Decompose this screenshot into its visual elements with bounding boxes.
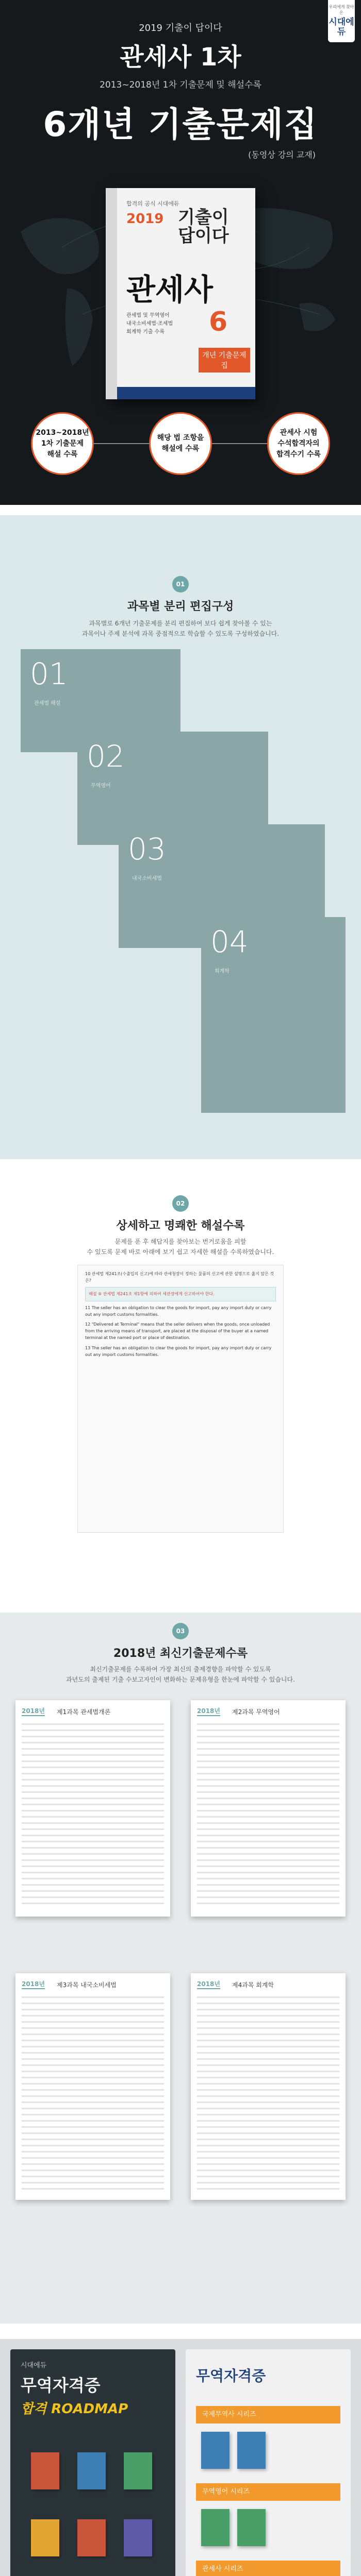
feature-circle (267, 412, 330, 475)
book-thumbnail (31, 2452, 59, 2489)
roadmap-brand: 시대에듀 (21, 2362, 47, 2369)
series-label: 국제무역사 시리즈 (196, 2406, 340, 2424)
description-line: 문제를 푼 후 해답지를 찾아보는 번거로움을 피할 (114, 1238, 247, 1245)
book-big-title: 기출이 답이다 (178, 207, 229, 246)
feature-circle (31, 412, 94, 475)
series-label: 관세사 시리즈 (196, 2561, 340, 2576)
section-number-badge: 02 (172, 1195, 189, 1212)
feature-circle (149, 412, 212, 475)
book-main-title: 관세사 (126, 272, 214, 307)
book-thumbnail (201, 2432, 229, 2469)
description-line: 과년도의 출제된 기출 수보고자인이 변화하는 문제유형을 한눈에 파악할 수 있습니다. (66, 1676, 295, 1684)
exam-page (191, 1973, 346, 2200)
trade-cert-title: 무역자격증 (196, 2367, 266, 2384)
book-thumbnail (77, 2519, 106, 2556)
feature-text: 해당 법 조항을 해설에 수록 (157, 434, 204, 453)
section-title: 과목별 분리 편집구성 (127, 600, 234, 613)
section-detailed-explanations (0, 1185, 361, 1597)
exam-page (191, 1700, 346, 1917)
sample-question: 13 The seller has an obligation to clear the goods for import, pay any import duty or carry out any import customs formalities. (85, 1345, 272, 1357)
description-line: 과목이나 주제 분석에 과목 중점적으로 학습할 수 있도록 구성하였습니다. (81, 630, 280, 638)
roadmap-title: 무역자격증 (21, 2376, 101, 2395)
book-list-item: 내국소비세법·조세법 (126, 321, 173, 327)
book-year: 2019 (126, 211, 164, 227)
page-title: 제1과목 관세법개론 (57, 1708, 111, 1716)
page-text-lines (197, 1996, 339, 2194)
book-thumbnail (124, 2519, 152, 2556)
panel-label: 무역영어 (91, 783, 111, 789)
badge-brand: 시대에듀 (329, 17, 354, 37)
feature-circles (0, 412, 361, 489)
section-title: 상세하고 명쾌한 해설수록 (116, 1219, 245, 1232)
feature-text: 관세사 시험 수석합격자의 합격수기 수록 (276, 428, 321, 459)
hero-title: 관세사 1차 (120, 43, 241, 72)
panel-number: 02 (87, 739, 125, 774)
section-title: 2018년 최신기출문제수록 (113, 1647, 248, 1660)
feature-text: 2013~2018년 1차 기출문제 해설 수록 (36, 428, 89, 459)
sample-question: 11 The seller has an obligation to clear the goods for import, pay any import duty or carry out any import customs formalities. (85, 1305, 272, 1317)
hero-subtitle: 2013~2018년 1차 기출문제 및 해설수록 (100, 80, 261, 90)
promo-section (0, 2339, 361, 2576)
section-description (0, 618, 361, 639)
book-thumbnail (237, 2432, 266, 2469)
exam-page (15, 1973, 170, 2200)
book-top-text: 합격의 공식 시대에듀 (126, 200, 179, 207)
panel-number: 01 (30, 656, 68, 691)
book-thumbnail (237, 2509, 266, 2546)
page-text-lines (197, 1723, 339, 1909)
book-thumbnail (77, 2452, 106, 2489)
book-list-item: 관세법 및 무역영어 (126, 313, 170, 318)
section-description (0, 1664, 361, 1685)
trade-cert-card[interactable] (186, 2349, 351, 2576)
description-line: 과목별로 6개년 기출문제를 분리 편집하여 보다 쉽게 찾아볼 수 있는 (89, 620, 272, 627)
panel-label: 회계학 (215, 969, 229, 974)
panel-label: 관세법 해설 (34, 701, 61, 706)
panel-label: 내국소비세법 (132, 876, 162, 882)
book-spine (106, 188, 117, 399)
subject-panel (201, 917, 346, 1113)
hero-note: (동영상 강의 교재) (248, 150, 316, 160)
hero-banner (0, 0, 361, 505)
page-text-lines (22, 1723, 164, 1909)
description-line: 수 있도록 문제 바로 아래에 보기 쉽고 자세한 해설을 수록하였습니다. (87, 1248, 274, 1256)
page-title: 제3과목 내국소비세법 (57, 1981, 117, 1989)
series-label: 무역영어 시리즈 (196, 2483, 340, 2501)
page-tag: 2018년 (197, 1979, 220, 1989)
book-cover (106, 188, 255, 399)
answer-box (85, 1287, 276, 1301)
description-line: 최신기출문제를 수록하여 가장 최신의 출제경향을 파악할 수 있도록 (90, 1666, 271, 1673)
page-text-lines (22, 1996, 164, 2194)
roadmap-sub: 합격 ROADMAP (21, 2401, 128, 2417)
sample-page (77, 1265, 284, 1533)
book-thumbnail (124, 2452, 152, 2489)
section-subject-layout (0, 515, 361, 1159)
hero-series-line: 2019 기출이 답이다 (139, 23, 222, 33)
page-tag: 2018년 (22, 1979, 45, 1989)
sample-question: 10 관세법 제241조(수출입의 신고)에 따라 관세청장이 정하는 물품의 신고에 관한 설명으로 옳지 않은 것은? (85, 1272, 274, 1283)
book-list-item: 회계학 기출 수록 (126, 329, 165, 335)
exam-page (15, 1700, 170, 1917)
book-thumbnail (31, 2519, 59, 2556)
page-tag: 2018년 (197, 1706, 220, 1716)
answer-text: 해설 ⑤ 관세법 제241조 제1항에 의하여 세관장에게 신고하여야 한다. (89, 1292, 215, 1297)
section-description (0, 1236, 361, 1258)
hero-title-secondary: 6개년 기출문제집 (43, 105, 318, 144)
book-bottom-bar (117, 387, 255, 399)
book-six-sub: 개년 기출문제집 (199, 348, 250, 372)
panel-number: 04 (210, 924, 249, 959)
roadmap-card[interactable] (10, 2349, 175, 2576)
badge-caption: 우리에게 찾아온 (329, 5, 354, 15)
page-title: 제4과목 회계학 (232, 1981, 274, 1989)
section-latest-exams (0, 1613, 361, 2324)
sample-question: 12 "Delivered at Terminal" means that the seller delivers when the goods, once unloaded from the arriving means of transport, are placed at the disposal of the buyer at a named terminal at the named port or place of destination. (85, 1321, 270, 1341)
page-title: 제2과목 무역영어 (232, 1708, 280, 1716)
section-number-badge: 01 (172, 576, 189, 592)
book-thumbnail (201, 2509, 229, 2546)
panel-number: 03 (128, 832, 166, 867)
book-six: 6 (209, 307, 228, 337)
section-number-badge: 03 (172, 1623, 189, 1639)
book-list (126, 312, 193, 336)
page-tag: 2018년 (22, 1706, 45, 1716)
